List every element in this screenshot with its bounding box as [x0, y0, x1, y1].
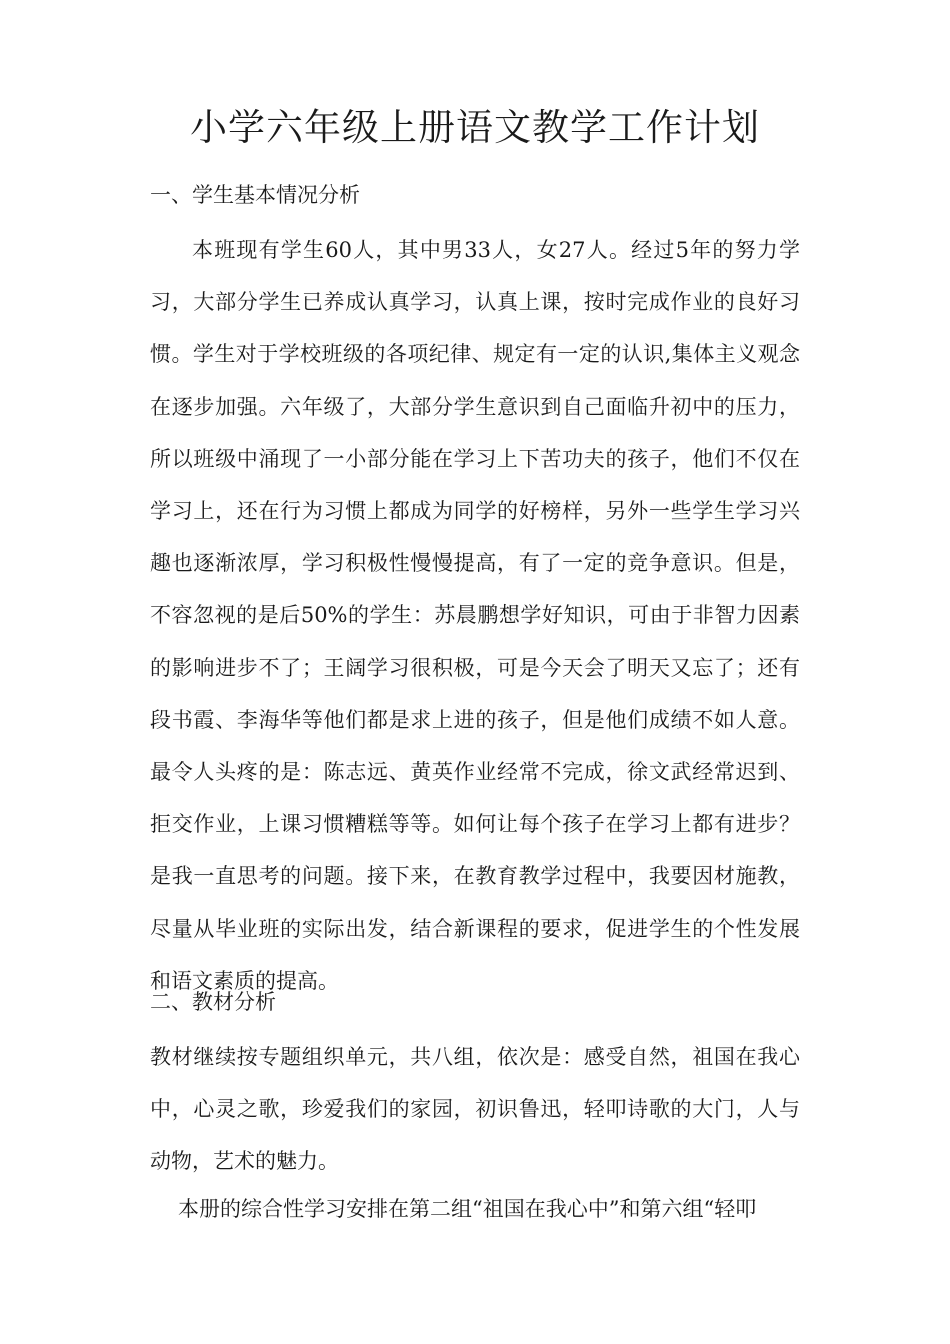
document-title: 小学六年级上册语文教学工作计划: [190, 106, 760, 149]
paragraph-textbook-units: 教材继续按专题组织单元，共八组，依次是：感受自然，祖国在我心中，心灵之歌，珍爱我们的家园，初识鲁迅，轻叩诗歌的大门，人与动物，艺术的魅力。: [150, 1045, 800, 1174]
paragraph-comprehensive-learning: 本册的综合性学习安排在第二组“祖国在我心中”和第六组“轻叩: [178, 1197, 757, 1221]
section-heading-student-analysis: 一、学生基本情况分析: [150, 183, 360, 207]
section-heading-textbook-analysis: 二、教材分析: [150, 990, 276, 1014]
paragraph-student-analysis: 本班现有学生60人，其中男33人，女27人。经过5年的努力学习，大部分学生已养成认真学习，认真上课，按时完成作业的良好习惯。学生对于学校班级的各项纪律、规定有一定的认识,集体主义观念在逐步加强。六年级了，大部分学生意识到自己面临升初中的压力，所以班级中涌现了一小部分能在学习上下苦功夫的孩子，他们不仅在学习上，还在行为习惯上都成为同学的好榜样，另外一些学生学习兴趣也逐渐浓厚，学习积极性慢慢提高，有了一定的竞争意识。但是，不容忽视的是后50%的学生：苏晨鹏想学好知识，可由于非智力因素的影响进步不了；王阔学习很积极，可是今天会了明天又忘了；还有段书霞、李海华等他们都是求上进的孩子，但是他们成绩不如人意。最令人头疼的是：陈志远、黄英作业经常不完成，徐文武经常迟到、拒交作业，上课习惯糟糕等等。如何让每个孩子在学习上都有进步？是我一直思考的问题。接下来，在教育教学过程中，我要因材施教，尽量从毕业班的实际出发，结合新课程的要求，促进学生的个性发展和语文素质的提高。: [150, 238, 800, 993]
